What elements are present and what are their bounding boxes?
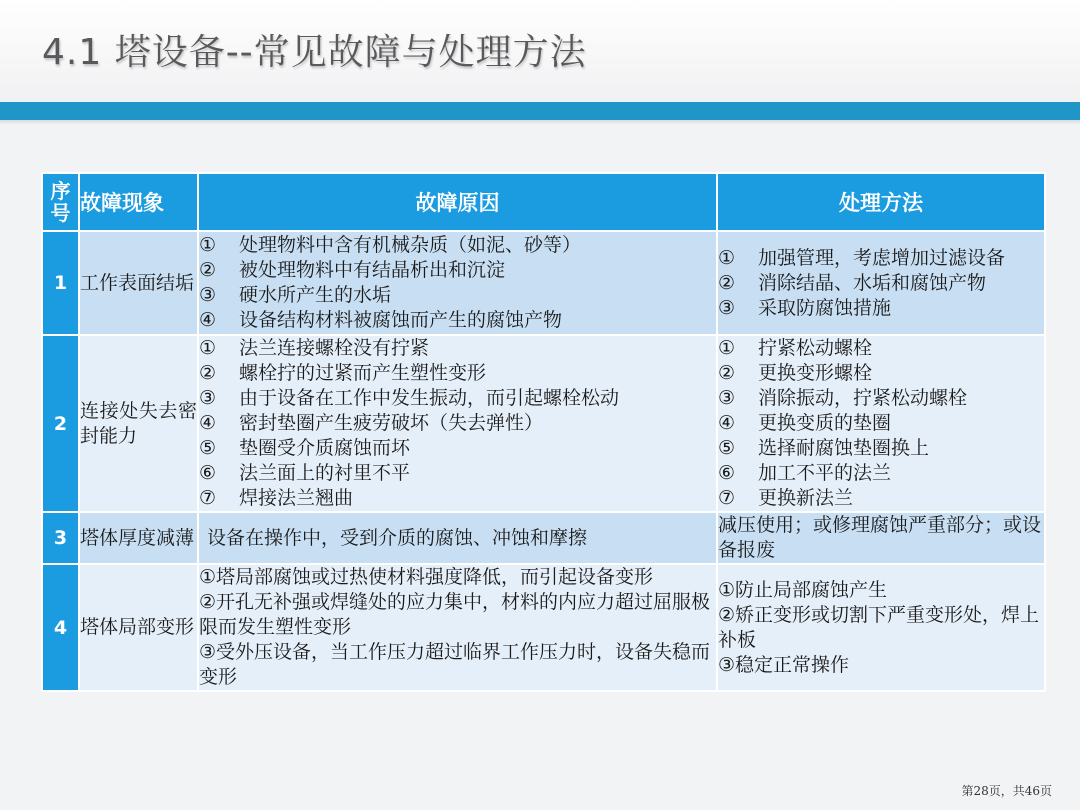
symptom-cell: 连接处失去密封能力: [79, 335, 198, 512]
cause-paragraph: ①塔局部腐蚀或过热使材料强度降低，而引起设备变形: [199, 566, 654, 588]
remedy-item: ⑤ 选择耐腐蚀垫圈换上: [718, 437, 930, 459]
cause-item: ④ 设备结构材料被腐蚀而产生的腐蚀产物: [199, 309, 563, 331]
table-row: [42, 564, 1045, 691]
cause-cell: [198, 564, 717, 691]
symptom-cell: 工作表面结垢: [79, 231, 198, 335]
table-row: [42, 231, 1045, 335]
remedy-cell: 减压使用；或修理腐蚀严重部分；或设备报废: [717, 512, 1045, 564]
cause-item: ⑦ 焊接法兰翘曲: [199, 487, 354, 509]
symptom-cell: 塔体厚度减薄: [79, 512, 198, 564]
cause-item: ⑥ 法兰面上的衬里不平: [199, 462, 411, 484]
page-title: 4.1 塔设备--常见故障与处理方法: [42, 32, 587, 73]
table-header-row: [42, 173, 1045, 231]
remedy-item: ② 更换变形螺栓: [718, 362, 873, 384]
cause-cell: 设备在操作中，受到介质的腐蚀、冲蚀和摩擦: [198, 512, 717, 564]
remedy-item: ⑥ 加工不平的法兰: [718, 462, 892, 484]
cause-item: ① 法兰连接螺栓没有拧紧: [199, 337, 430, 359]
cause-cell: [198, 335, 717, 512]
remedy-item: ③ 消除振动，拧紧松动螺栓: [718, 387, 968, 409]
remedy-item: ③ 采取防腐蚀措施: [718, 296, 892, 319]
header-symptom: 故障现象: [79, 173, 198, 231]
cause-paragraph: ③受外压设备，当工作压力超过临界工作压力时，设备失稳而变形: [199, 641, 711, 688]
cause-item: ⑤ 垫圈受介质腐蚀而坏: [199, 437, 411, 459]
remedy-cell: [717, 335, 1045, 512]
remedy-cell: [717, 564, 1045, 691]
cause-item: ③ 硬水所产生的水垢: [199, 284, 392, 306]
remedy-item: ① 拧紧松动螺栓: [718, 337, 873, 359]
row-number: 3: [42, 512, 79, 564]
cause-item: ① 处理物料中含有机械杂质（如泥、砂等）: [199, 234, 582, 256]
remedy-paragraph: ③稳定正常操作: [718, 653, 850, 676]
title-bar: [0, 0, 1080, 100]
remedy-item: ① 加强管理，考虑增加过滤设备: [718, 246, 1006, 269]
remedy-cell: [717, 231, 1045, 335]
cause-paragraph: ②开孔无补强或焊缝处的应力集中，材料的内应力超过屈服极限而发生塑性变形: [199, 591, 711, 638]
row-number: 4: [42, 564, 79, 691]
row-number: 1: [42, 231, 79, 335]
header-cause: 故障原因: [198, 173, 717, 231]
page-number: 第28页，共46页: [961, 784, 1052, 798]
cause-item: ③ 由于设备在工作中发生振动，而引起螺栓松动: [199, 387, 620, 409]
cause-item: ② 被处理物料中有结晶析出和沉淀: [199, 259, 506, 281]
header-seq: 序号: [42, 173, 79, 231]
table-row: [42, 512, 1045, 564]
remedy-item: ④ 更换变质的垫圈: [718, 412, 892, 434]
table-row: [42, 335, 1045, 512]
header-remedy: 处理方法: [717, 173, 1045, 231]
remedy-paragraph: ②矫正变形或切割下严重变形处，焊上补板: [718, 603, 1040, 651]
symptom-cell: 塔体局部变形: [79, 564, 198, 691]
remedy-paragraph: ①防止局部腐蚀产生: [718, 578, 888, 601]
accent-band-shadow: [0, 120, 1080, 125]
remedy-item: ⑦ 更换新法兰: [718, 487, 854, 509]
cause-cell: [198, 231, 717, 335]
row-number: 2: [42, 335, 79, 512]
cause-item: ④ 密封垫圈产生疲劳破坏（失去弹性）: [199, 412, 544, 434]
fault-table: [41, 172, 1046, 692]
cause-item: ② 螺栓拧的过紧而产生塑性变形: [199, 362, 487, 384]
accent-band: [0, 102, 1080, 120]
remedy-item: ② 消除结晶、水垢和腐蚀产物: [718, 271, 987, 294]
